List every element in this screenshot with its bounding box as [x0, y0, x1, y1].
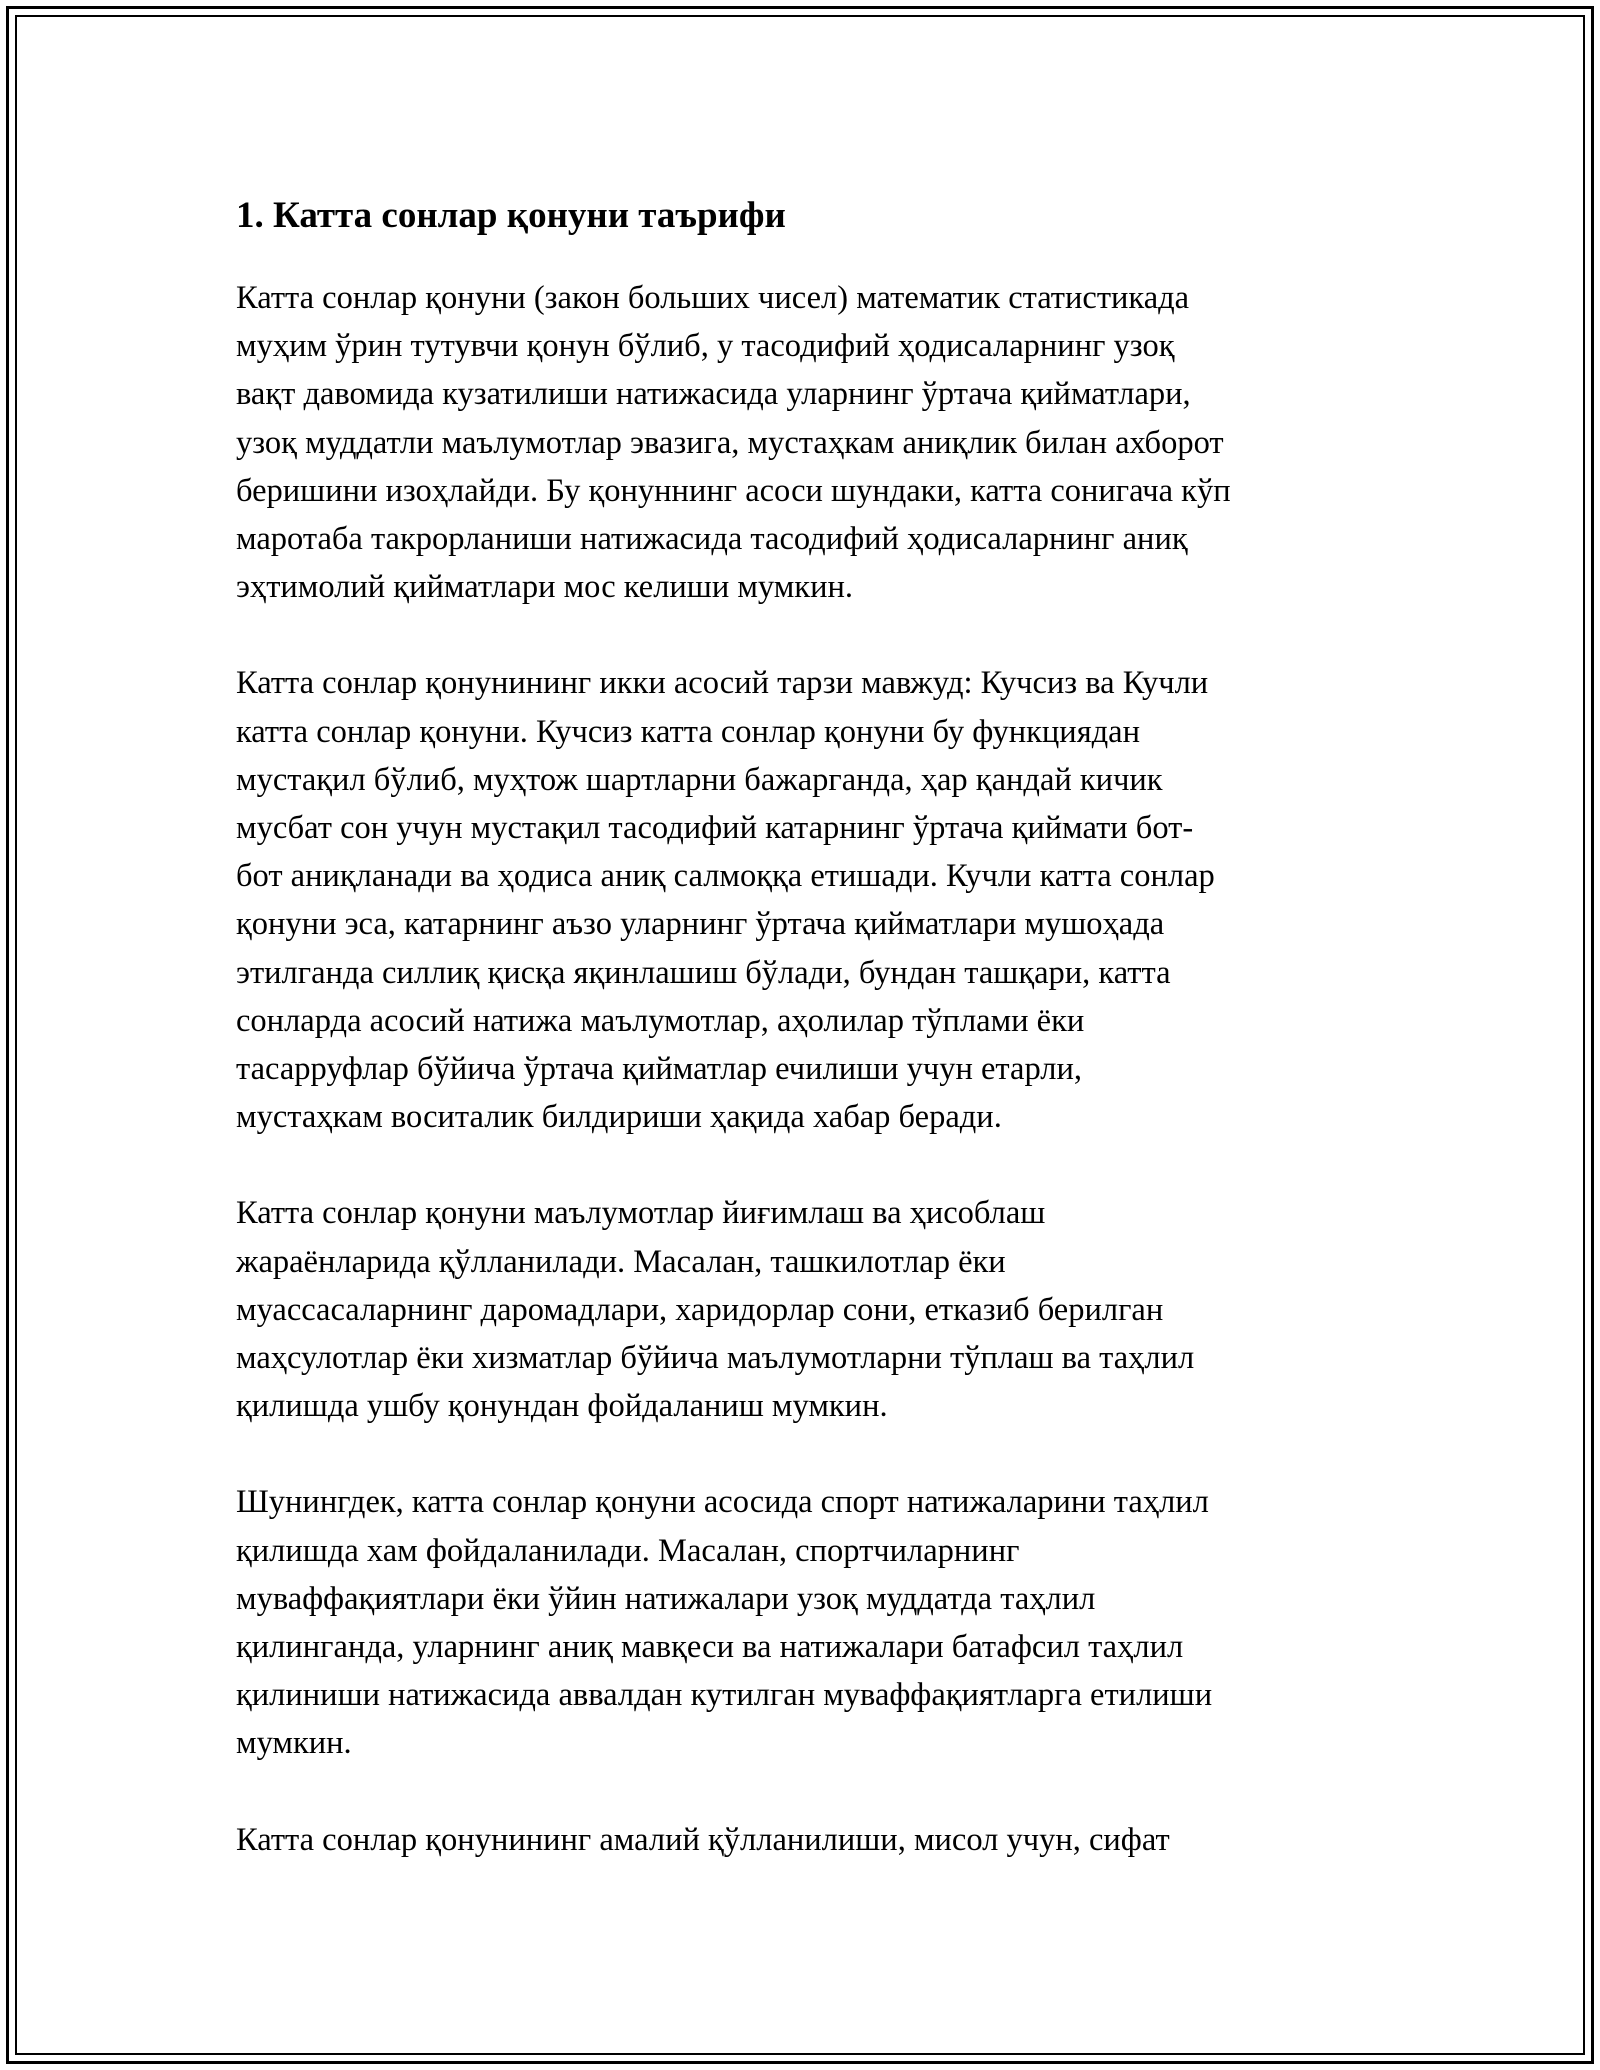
text-line: узоқ муддатли маълумотлар эвазига, мустаҳкам аниқлик билан ахборот — [236, 424, 1224, 461]
text-line: мусбат сон учун мустақил тасодифий катарнинг ўртача қиймати бот- — [236, 810, 1194, 847]
text-line: вақт давомида кузатилиши натижасида уларнинг ўртача қийматлари, — [236, 376, 1191, 413]
text-line: қилишда хам фойдаланилади. Масалан, спортчиларнинг — [236, 1532, 1020, 1569]
text-line: мустаҳкам воситалик билдириши ҳақида хабар беради. — [236, 1099, 1002, 1136]
text-line: муассасаларнинг даромадлари, харидорлар сони, етказиб берилган — [236, 1291, 1164, 1328]
text-line: Катта сонлар қонунининг икки асосий тарзи мавжуд: Кучсиз ва Кучли — [236, 665, 1209, 702]
text-line: этилганда силлиқ қисқа яқинлашиш бўлади, бундан ташқари, катта — [236, 954, 1171, 991]
paragraph-4 — [236, 1478, 1376, 1767]
text-line: сонларда асосий натижа маълумотлар, аҳолилар тўплами ёки — [236, 1002, 1085, 1039]
paragraph-2 — [236, 659, 1376, 1141]
text-line: Катта сонлар қонуни маълумотлар йиғимлаш ва ҳисоблаш — [236, 1195, 1046, 1232]
paragraph-1 — [236, 274, 1376, 611]
text-line: Катта сонлар қонуни (закон больших чисел) математик статистикада — [236, 280, 1190, 316]
paragraph-3 — [236, 1189, 1376, 1430]
paragraph-5 — [236, 1816, 1376, 1864]
text-line: қилинганда, уларнинг аниқ мавқеси ва натижалари батафсил таҳлил — [236, 1629, 1184, 1666]
text-line: муҳим ўрин тутувчи қонун бўлиб, у тасодифий ҳодисаларнинг узоқ — [236, 328, 1175, 365]
text-line: Шунингдек, катта сонлар қонуни асосида спорт натижаларини таҳлил — [236, 1484, 1209, 1521]
text-line: эҳтимолий қийматлари мос келиши мумкин. — [236, 569, 854, 606]
section-heading: 1. Катта сонлар қонуни таърифи — [236, 195, 786, 236]
text-line: мумкин. — [236, 1725, 352, 1762]
text-line: қилиниши натижасида аввалдан кутилган муваффақиятларга етилиши — [236, 1677, 1213, 1714]
text-line: жараёнларида қўлланилади. Масалан, ташкилотлар ёки — [236, 1243, 1006, 1280]
text-line: бот аниқланади ва ҳодиса аниқ салмоққа етишади. Кучли катта сонлар — [236, 858, 1215, 895]
text-line: Катта сонлар қонунининг амалий қўлланилиши, мисол учун, сифат — [236, 1821, 1170, 1858]
text-line: катта сонлар қонуни. Кучсиз катта сонлар қонуни бу функциядан — [236, 713, 1141, 750]
text-line: беришини изоҳлайди. Бу қонуннинг асоси шундаки, катта сонигача кўп — [236, 472, 1231, 509]
document-body — [236, 190, 1376, 1912]
text-line: қонуни эса, катарнинг аъзо уларнинг ўртача қийматлари мушоҳада — [236, 906, 1165, 943]
text-line: мустақил бўлиб, муҳтож шартларни бажарганда, ҳар қандай кичик — [236, 761, 1163, 798]
text-line: маҳсулотлар ёки хизматлар бўйича маълумотларни тўплаш ва таҳлил — [236, 1340, 1195, 1377]
text-line: тасарруфлар бўйича ўртача қийматлар ечилиши учун етарли, — [236, 1051, 1082, 1088]
text-line: қилишда ушбу қонундан фойдаланиш мумкин. — [236, 1388, 888, 1425]
text-line: муваффақиятлари ёки ўйин натижалари узоқ муддатда таҳлил — [236, 1580, 1096, 1617]
text-line: маротаба такрорланиши натижасида тасодифий ҳодисаларнинг аниқ — [236, 521, 1188, 558]
